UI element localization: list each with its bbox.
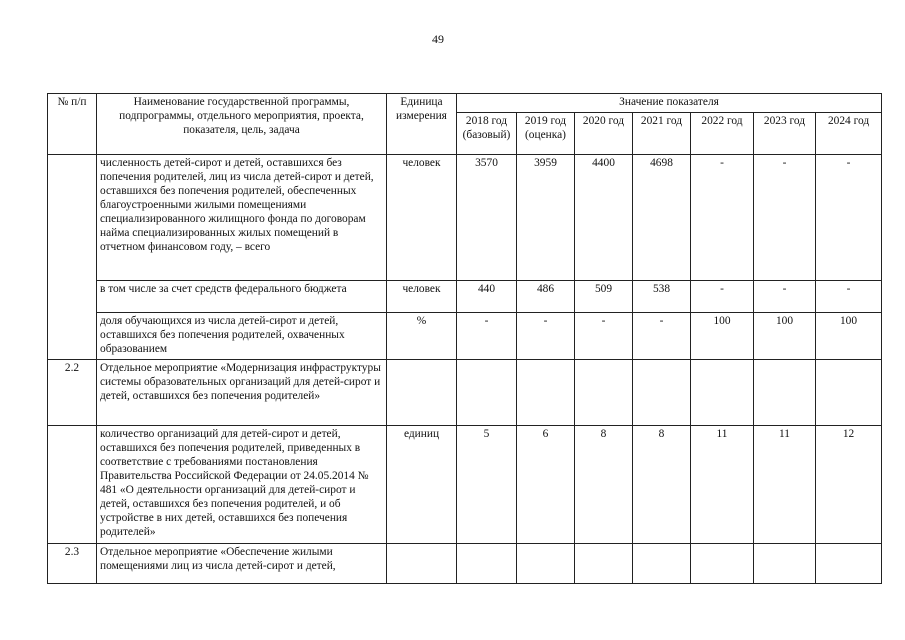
row-value: [457, 360, 517, 426]
header-year: 2023 год: [754, 113, 816, 155]
row-value: -: [691, 155, 754, 281]
row-value: 4698: [633, 155, 691, 281]
row-value: 440: [457, 281, 517, 313]
row-value: [517, 360, 575, 426]
row-num: [48, 426, 97, 544]
row-value: [575, 544, 633, 584]
row-value: 5: [457, 426, 517, 544]
row-value: 3959: [517, 155, 575, 281]
row-value: -: [575, 313, 633, 360]
row-unit: [387, 544, 457, 584]
row-name: Отдельное мероприятие «Обеспечение жилыми помещениями лиц из числа детей-сирот и детей,: [97, 544, 387, 584]
row-value: 100: [816, 313, 882, 360]
table-row: [48, 360, 882, 426]
header-name: Наименование государственной программы, подпрограммы, отдельного мероприятия, проекта, показателя, цель, задача: [97, 94, 387, 155]
row-value: 538: [633, 281, 691, 313]
header-year: 2018 год (базовый): [457, 113, 517, 155]
header-unit: Единица измерения: [387, 94, 457, 155]
header-year: 2020 год: [575, 113, 633, 155]
header-value-group: Значение показателя: [457, 94, 882, 113]
row-value: 6: [517, 426, 575, 544]
row-value: [816, 360, 882, 426]
row-value: -: [754, 281, 816, 313]
row-value: [633, 360, 691, 426]
row-value: -: [754, 155, 816, 281]
row-value: [754, 544, 816, 584]
row-unit: %: [387, 313, 457, 360]
row-value: [633, 544, 691, 584]
row-name: доля обучающихся из числа детей-сирот и детей, оставшихся без попечения родителей, охваченных образованием: [97, 313, 387, 360]
row-value: -: [816, 155, 882, 281]
table-row: [48, 544, 882, 584]
header-row-1: [48, 94, 882, 113]
row-value: 8: [575, 426, 633, 544]
header-year: 2019 год (оценка): [517, 113, 575, 155]
row-value: 3570: [457, 155, 517, 281]
row-value: 8: [633, 426, 691, 544]
row-name: в том числе за счет средств федерального бюджета: [97, 281, 387, 313]
row-value: 11: [754, 426, 816, 544]
row-value: 100: [754, 313, 816, 360]
page-number: 49: [432, 32, 444, 46]
row-value: -: [691, 281, 754, 313]
row-num: [48, 155, 97, 360]
row-name: численность детей-сирот и детей, оставшихся без попечения родителей, лиц из числа детей-сирот и детей, оставшихся без попечения родителей, обеспеченных благоустроенными жилыми помещениями специализированного жилищного фонда по договорам найма специализированных жилых помещений в отчетном финансовом году, – всего: [97, 155, 387, 281]
header-year: 2021 год: [633, 113, 691, 155]
row-unit: человек: [387, 155, 457, 281]
row-value: 486: [517, 281, 575, 313]
table-row: [48, 426, 882, 544]
row-value: -: [816, 281, 882, 313]
row-value: 100: [691, 313, 754, 360]
row-num: 2.2: [48, 360, 97, 426]
table-row: [48, 155, 882, 281]
header-num: № п/п: [48, 94, 97, 155]
row-name: Отдельное мероприятие «Модернизация инфраструктуры системы образовательных организаций для детей-сирот и детей, оставшихся без попечения родителей»: [97, 360, 387, 426]
row-value: [691, 544, 754, 584]
row-unit: человек: [387, 281, 457, 313]
header-year: 2024 год: [816, 113, 882, 155]
row-value: [575, 360, 633, 426]
row-unit: единиц: [387, 426, 457, 544]
row-value: 12: [816, 426, 882, 544]
row-value: [517, 544, 575, 584]
table-row: [48, 313, 882, 360]
row-value: 11: [691, 426, 754, 544]
row-value: [754, 360, 816, 426]
row-name: количество организаций для детей-сирот и детей, оставшихся без попечения родителей, приведенных в соответствие с требованиями постановления Правительства Российской Федерации от 24.05.2014 № 481 «О деятельности организаций для детей-сирот и детей, оставшихся без попечения родителей, и об устройстве в них детей, оставшихся без попечения родителей»: [97, 426, 387, 544]
row-value: -: [633, 313, 691, 360]
indicator-table: [47, 93, 882, 584]
row-value: 4400: [575, 155, 633, 281]
row-value: 509: [575, 281, 633, 313]
row-value: [816, 544, 882, 584]
row-unit: [387, 360, 457, 426]
table-row: [48, 281, 882, 313]
row-value: -: [517, 313, 575, 360]
row-value: [691, 360, 754, 426]
row-num: 2.3: [48, 544, 97, 584]
header-year: 2022 год: [691, 113, 754, 155]
row-value: [457, 544, 517, 584]
row-value: -: [457, 313, 517, 360]
